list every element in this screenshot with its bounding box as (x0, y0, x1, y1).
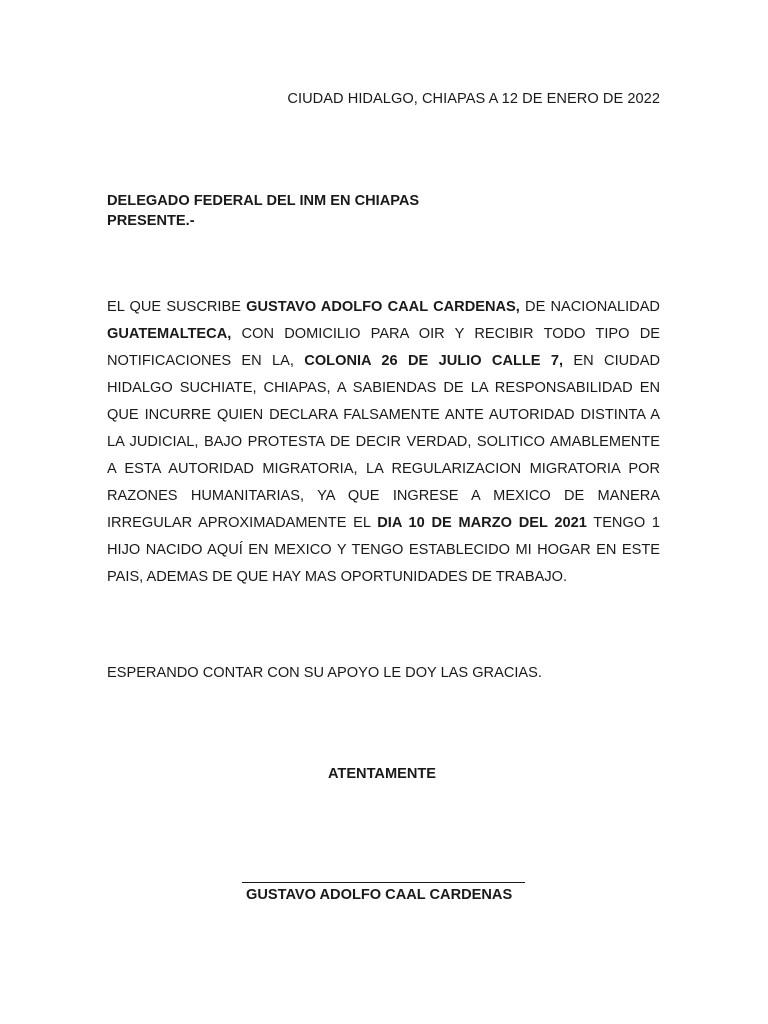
applicant-address: COLONIA 26 DE JULIO CALLE 7, (304, 353, 564, 369)
closing-line: ESPERANDO CONTAR CON SU APOYO LE DOY LAS GRACIAS. (107, 665, 542, 681)
dateline: CIUDAD HIDALGO, CHIAPAS A 12 DE ENERO DE 2022 (287, 91, 660, 107)
entry-date: DIA 10 DE MARZO DEL 2021 (377, 515, 587, 531)
recipient-salutation: PRESENTE.- (107, 213, 195, 229)
applicant-name: GUSTAVO ADOLFO CAAL CARDENAS, (246, 299, 520, 315)
body-text-4: EN CIUDAD HIDALGO SUCHIATE, CHIAPAS, A SABIENDAS DE LA RESPONSABILIDAD EN QUE INCURRE QUIEN DECLARA FALSAMENTE ANTE AUTORIDAD DISTINTA A LA JUDICIAL, BAJO PROTESTA DE DECIR VERDAD, SOLITICO AMABLEMENTE A ESTA AUTORIDAD MIGRATORIA, LA REGULARIZACION MIGRATORIA POR RAZONES HUMANITARIAS, YA QUE INGRESE A MEXICO DE MANERA IRREGULAR APROXIMADAMENTE EL (107, 353, 660, 531)
body-text-5: TENGO 1 HIJO NACIDO AQUÍ EN MEXICO Y TENGO ESTABLECIDO MI HOGAR EN ESTE PAIS, ADEMAS DE QUE HAY MAS OPORTUNIDADES DE TRABAJO. (107, 515, 661, 585)
recipient-title: DELEGADO FEDERAL DEL INM EN CHIAPAS (107, 193, 420, 209)
body-text-1: EL QUE SUSCRIBE (107, 299, 247, 315)
recipient-block (107, 191, 419, 231)
farewell-text: ATENTAMENTE (327, 766, 437, 782)
signature-line (242, 882, 525, 883)
signer-name: GUSTAVO ADOLFO CAAL CARDENAS (246, 887, 513, 903)
body-text-3: CON DOMICILIO PARA OIR Y RECIBIR TODO TIPO DE NOTIFICACIONES EN LA, (107, 326, 660, 369)
body-text-2: DE NACIONALIDAD (519, 299, 660, 315)
letter-body (107, 294, 660, 591)
farewell-block (0, 766, 768, 782)
applicant-nationality: GUATEMALTECA, (107, 326, 232, 342)
